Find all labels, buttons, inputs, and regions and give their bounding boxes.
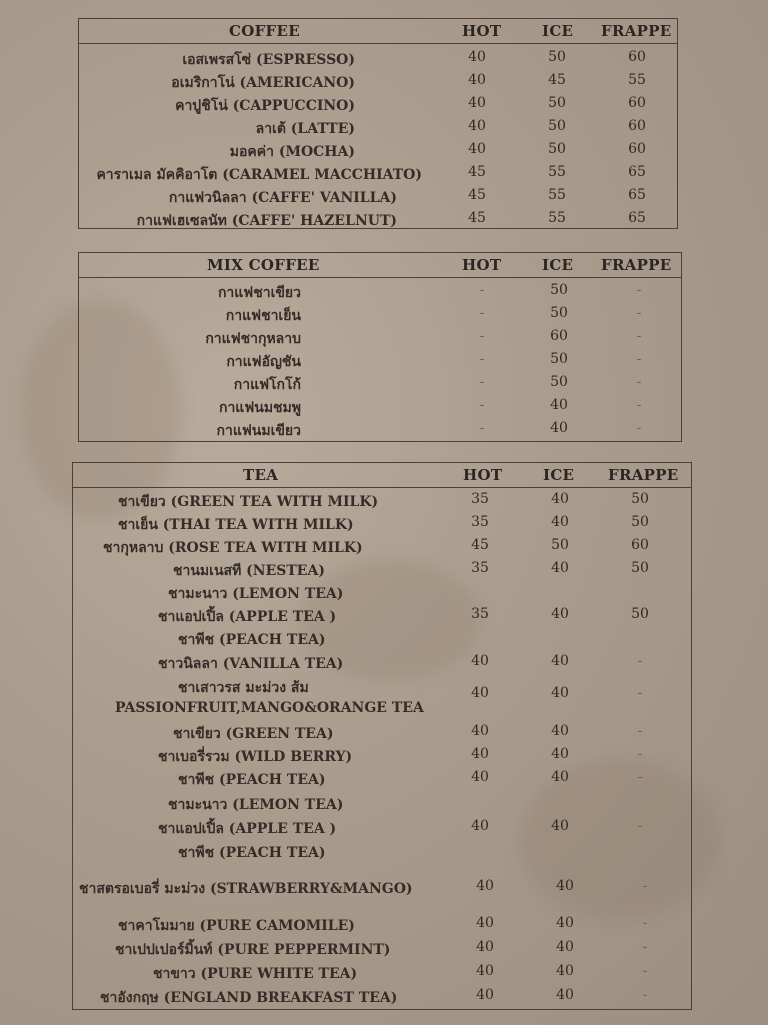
frappe-price: - xyxy=(636,374,642,390)
menu-row xyxy=(79,303,681,326)
menu-row xyxy=(73,767,691,790)
ice-price: 40 xyxy=(551,606,569,622)
tea-header xyxy=(73,463,691,488)
menu-row xyxy=(79,372,681,395)
frappe-price: 60 xyxy=(631,537,649,553)
hot-price: 40 xyxy=(471,769,489,785)
menu-row xyxy=(73,512,691,535)
menu-row xyxy=(73,558,691,581)
ice-column-header: ICE xyxy=(542,22,574,40)
menu-row xyxy=(73,840,691,863)
item-name: ชาเบอรี่รวม (WILD BERRY) xyxy=(158,749,353,765)
hot-price: 45 xyxy=(471,537,489,553)
item-name: กาแฟชาเขียว xyxy=(217,285,301,301)
hot-price: - xyxy=(479,305,485,321)
frappe-price: 50 xyxy=(631,606,649,622)
ice-price: 40 xyxy=(551,769,569,785)
ice-price: 40 xyxy=(551,746,569,762)
item-name: มอคค่า (MOCHA) xyxy=(229,144,355,160)
menu-row xyxy=(79,349,681,372)
menu-row xyxy=(73,675,691,701)
ice-price: 40 xyxy=(550,397,568,413)
menu-row xyxy=(73,913,691,936)
frappe-column-header: FRAPPE xyxy=(601,22,672,40)
hot-price: 40 xyxy=(468,95,486,111)
hot-price: 40 xyxy=(476,915,494,931)
ice-price: 40 xyxy=(556,987,574,1003)
item-name: กาแฟอัญชัน xyxy=(226,354,301,370)
ice-price: 50 xyxy=(550,282,568,298)
hot-price: - xyxy=(479,374,485,390)
ice-price: 40 xyxy=(551,560,569,576)
frappe-price: - xyxy=(636,397,642,413)
frappe-column-header: FRAPPE xyxy=(601,256,672,274)
ice-price: 40 xyxy=(551,653,569,669)
item-name: กาแฟชาเย็น xyxy=(225,308,301,324)
hot-price: 35 xyxy=(471,560,489,576)
item-name: กาแฟเฮเซลนัท (CAFFE' HAZELNUT) xyxy=(136,213,397,229)
ice-price: 40 xyxy=(556,939,574,955)
item-name: ชาเย็น (THAI TEA WITH MILK) xyxy=(118,517,354,533)
frappe-price: - xyxy=(637,746,643,762)
item-name: กาแฟวนิลลา (CAFFE' VANILLA) xyxy=(168,190,397,206)
item-name: อเมริกาโน่ (AMERICANO) xyxy=(171,75,355,91)
ice-price: 50 xyxy=(551,537,569,553)
menu-row xyxy=(79,208,677,231)
hot-price: - xyxy=(479,420,485,436)
hot-price: 40 xyxy=(471,723,489,739)
hot-price: 35 xyxy=(471,606,489,622)
frappe-price: - xyxy=(637,723,643,739)
menu-row xyxy=(73,581,691,604)
menu-row xyxy=(73,489,691,512)
ice-price: 50 xyxy=(550,351,568,367)
ice-price: 40 xyxy=(551,685,569,701)
ice-price: 50 xyxy=(550,305,568,321)
ice-price: 40 xyxy=(551,723,569,739)
frappe-price: 50 xyxy=(631,560,649,576)
ice-price: 50 xyxy=(548,95,566,111)
menu-row xyxy=(73,604,691,627)
item-name: ชาแอปเปิ้ล (APPLE TEA ) xyxy=(158,821,337,837)
menu-row xyxy=(79,395,681,418)
item-name: คาราเมล มัคคิอาโต (CARAMEL MACCHIATO) xyxy=(96,167,422,183)
item-name: ชามะนาว (LEMON TEA) xyxy=(168,586,344,602)
item-name: ชาเขียว (GREEN TEA WITH MILK) xyxy=(118,494,379,510)
frappe-price: 60 xyxy=(628,95,646,111)
ice-price: 60 xyxy=(550,328,568,344)
hot-price: 40 xyxy=(471,685,489,701)
item-name: ชาอังกฤษ (ENGLAND BREAKFAST TEA) xyxy=(100,990,398,1006)
menu-row xyxy=(73,721,691,744)
item-name: ชาขาว (PURE WHITE TEA) xyxy=(153,966,358,982)
hot-price: - xyxy=(479,282,485,298)
menu-row xyxy=(79,185,677,208)
frappe-price: 55 xyxy=(628,72,646,88)
frappe-price: - xyxy=(636,351,642,367)
hot-price: 40 xyxy=(468,118,486,134)
frappe-price: - xyxy=(636,328,642,344)
item-name: กาแฟชากุหลาบ xyxy=(205,331,301,347)
item-name: กาแฟนมชมพู xyxy=(218,400,301,416)
ice-price: 40 xyxy=(550,420,568,436)
menu-row xyxy=(79,418,681,441)
frappe-price: - xyxy=(642,915,648,931)
hot-column-header: HOT xyxy=(462,22,502,40)
menu-row xyxy=(73,985,691,1008)
ice-price: 50 xyxy=(550,374,568,390)
frappe-price: 65 xyxy=(628,187,646,203)
frappe-price: 60 xyxy=(628,141,646,157)
mix-coffee-section xyxy=(78,252,682,442)
hot-price: 40 xyxy=(476,878,494,894)
item-name: ลาเต้ (LATTE) xyxy=(255,121,355,137)
menu-row xyxy=(73,792,691,815)
ice-price: 40 xyxy=(556,878,574,894)
hot-price: 40 xyxy=(471,746,489,762)
ice-price: 40 xyxy=(551,491,569,507)
ice-price: 55 xyxy=(548,187,566,203)
frappe-price: - xyxy=(642,939,648,955)
item-name: คาปูชิโน่ (CAPPUCCINO) xyxy=(175,98,355,114)
item-name: ชาแอปเปิ้ล (APPLE TEA ) xyxy=(158,609,337,625)
item-name: ชาวนิลลา (VANILLA TEA) xyxy=(158,656,344,672)
hot-price: 40 xyxy=(468,49,486,65)
frappe-price: 65 xyxy=(628,210,646,226)
hot-price: 45 xyxy=(468,187,486,203)
item-name: PASSIONFRUIT,MANGO&ORANGE TEA xyxy=(115,700,424,716)
frappe-price: - xyxy=(637,685,643,701)
item-name: ชาเขียว (GREEN TEA) xyxy=(173,726,334,742)
item-name: ชาเปปเปอร์มิ้นท์ (PURE PEPPERMINT) xyxy=(115,942,391,958)
ice-price: 50 xyxy=(548,141,566,157)
hot-column-header: HOT xyxy=(462,256,502,274)
ice-price: 40 xyxy=(556,915,574,931)
hot-price: - xyxy=(479,397,485,413)
item-name: ชาพีช (PEACH TEA) xyxy=(178,772,326,788)
coffee-header xyxy=(79,19,677,44)
ice-price: 55 xyxy=(548,210,566,226)
menu-row xyxy=(79,70,677,93)
frappe-price: - xyxy=(637,769,643,785)
menu-row xyxy=(73,937,691,960)
frappe-price: - xyxy=(637,653,643,669)
frappe-price: - xyxy=(642,987,648,1003)
menu-row xyxy=(79,93,677,116)
hot-price: 40 xyxy=(471,653,489,669)
mix-coffee-header xyxy=(79,253,681,278)
item-name: เอสเพรสโซ่ (ESPRESSO) xyxy=(182,52,355,68)
menu-row xyxy=(73,816,691,839)
item-name: ชาเสาวรส มะม่วง ส้ม xyxy=(178,680,309,696)
ice-price: 50 xyxy=(548,118,566,134)
menu-row xyxy=(73,698,691,721)
hot-price: 40 xyxy=(471,818,489,834)
frappe-price: - xyxy=(636,420,642,436)
hot-price: 35 xyxy=(471,491,489,507)
tea-title: TEA xyxy=(243,466,279,484)
menu-row xyxy=(73,876,691,899)
hot-price: 40 xyxy=(468,72,486,88)
frappe-price: 65 xyxy=(628,164,646,180)
frappe-price: - xyxy=(636,305,642,321)
menu-row xyxy=(73,535,691,558)
hot-price: - xyxy=(479,351,485,367)
item-name: กาแฟนมเขียว xyxy=(216,423,301,439)
hot-column-header: HOT xyxy=(463,466,503,484)
frappe-price: 60 xyxy=(628,49,646,65)
frappe-price: - xyxy=(637,818,643,834)
tea-section xyxy=(72,462,692,1010)
ice-column-header: ICE xyxy=(542,256,574,274)
item-name: ชาคาโมมาย (PURE CAMOMILE) xyxy=(118,918,355,934)
hot-price: 40 xyxy=(468,141,486,157)
menu-row xyxy=(79,47,677,70)
item-name: กาแฟโกโก้ xyxy=(233,377,301,393)
hot-price: 45 xyxy=(468,164,486,180)
item-name: ชาพีช (PEACH TEA) xyxy=(178,845,326,861)
menu-row xyxy=(79,162,677,185)
menu-row xyxy=(79,139,677,162)
frappe-column-header: FRAPPE xyxy=(608,466,679,484)
hot-price: 40 xyxy=(476,939,494,955)
ice-price: 55 xyxy=(548,164,566,180)
menu-row xyxy=(73,961,691,984)
ice-price: 45 xyxy=(548,72,566,88)
coffee-section xyxy=(78,18,678,229)
menu-row xyxy=(73,744,691,767)
item-name: ชาพีช (PEACH TEA) xyxy=(178,632,326,648)
ice-price: 40 xyxy=(556,963,574,979)
ice-price: 40 xyxy=(551,514,569,530)
coffee-title: COFFEE xyxy=(229,22,300,40)
ice-column-header: ICE xyxy=(543,466,575,484)
menu-row xyxy=(79,116,677,139)
frappe-price: 60 xyxy=(628,118,646,134)
menu-row xyxy=(73,651,691,674)
hot-price: 35 xyxy=(471,514,489,530)
menu-row xyxy=(79,280,681,303)
menu-row xyxy=(73,627,691,650)
frappe-price: 50 xyxy=(631,491,649,507)
frappe-price: - xyxy=(642,963,648,979)
hot-price: - xyxy=(479,328,485,344)
mix-coffee-title: MIX COFFEE xyxy=(207,256,320,274)
frappe-price: - xyxy=(636,282,642,298)
item-name: ชากุหลาบ (ROSE TEA WITH MILK) xyxy=(103,540,363,556)
ice-price: 40 xyxy=(551,818,569,834)
item-name: ชานมเนสที (NESTEA) xyxy=(173,563,325,579)
frappe-price: 50 xyxy=(631,514,649,530)
hot-price: 45 xyxy=(468,210,486,226)
menu-row xyxy=(79,326,681,349)
item-name: ชาสตรอเบอรี่ มะม่วง (STRAWBERRY&MANGO) xyxy=(79,881,413,897)
item-name: ชามะนาว (LEMON TEA) xyxy=(168,797,344,813)
frappe-price: - xyxy=(642,878,648,894)
hot-price: 40 xyxy=(476,987,494,1003)
hot-price: 40 xyxy=(476,963,494,979)
ice-price: 50 xyxy=(548,49,566,65)
